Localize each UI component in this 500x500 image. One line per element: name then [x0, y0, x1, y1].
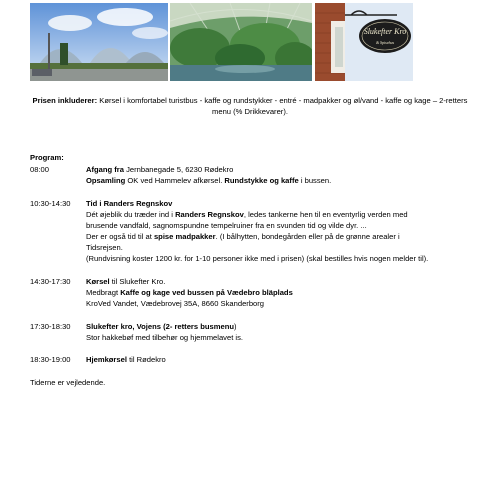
footer-note: Tiderne er vejledende.: [30, 378, 106, 387]
entry-bold: Kørsel: [86, 277, 110, 286]
sign-subtitle: & Spisehus: [375, 40, 395, 45]
entry-bold: Rundstykke og kaffe: [224, 176, 299, 185]
entry-text: i bussen.: [298, 176, 332, 185]
entry-bold: Opsamling: [86, 176, 126, 185]
entry-bold: Slukefter kro, Vojens (2- retters busmenu: [86, 322, 234, 331]
entry-text: til Rødekro: [126, 355, 166, 364]
tropical-forest-photo: [170, 3, 312, 81]
photo-strip: [30, 3, 413, 81]
entry-heading: Tid i Randers Regnskov: [86, 199, 173, 208]
entry-line: [86, 209, 476, 220]
entry-line: [86, 164, 476, 175]
entry-line: [86, 175, 476, 186]
entry-time: 14:30-17:30: [30, 277, 71, 286]
price-includes: [30, 95, 470, 117]
entry-text: Dét øjeblik du træder ind i: [86, 210, 176, 219]
entry-bold: Hjemkørsel: [86, 355, 127, 364]
entry-line: [86, 198, 476, 209]
program-title: Program:: [30, 153, 64, 162]
entry-bold: Kaffe og kage ved bussen på Vædebro bläplads: [120, 288, 293, 297]
entry-text: ): [233, 322, 237, 331]
inn-sign-photo: [315, 3, 413, 81]
greenhouse-domes-photo: [30, 3, 168, 81]
entry-bold: Afgang fra: [86, 165, 124, 174]
entry-time: 17:30-18:30: [30, 322, 71, 331]
entry-line: [86, 321, 476, 332]
entry-line: Tidsrejsen.: [86, 243, 123, 252]
entry-line: [86, 231, 476, 242]
includes-label: Prisen inkluderer:: [32, 96, 98, 105]
entry-text: OK ved Hammelev afkørsel.: [125, 176, 225, 185]
includes-text: Kørsel i komfortabel turistbus - kaffe og rundstykker - entré - madpakker og øl/vand - kaffe og kage – 2-retters menu (% Drikkevarer).: [99, 96, 468, 116]
entry-text: til Slukefter Kro.: [109, 277, 166, 286]
entry-text: . (I bålhytten, bondegården eller på de grønne arealer i: [215, 232, 400, 241]
entry-line: KroVed Vandet, Vædebrovej 35A, 8660 Skanderborg: [86, 299, 265, 308]
entry-bold: Randers Regnskov: [175, 210, 244, 219]
entry-text: Jernbanegade 5, 6230 Rødekro: [123, 165, 234, 174]
entry-time: 10:30-14:30: [30, 199, 71, 208]
entry-time: 18:30-19:00: [30, 355, 71, 364]
entry-line: brusende vandfald, sagnomspundne tempelruiner fra en svunden tid og vilde dyr. ...: [86, 221, 367, 230]
entry-text: Medbragt: [86, 288, 121, 297]
sign-title: Slukefter Kro: [363, 27, 407, 36]
entry-line: (Rundvisning koster 1200 kr. for 1-10 personer ikke med i prisen) (skal bestilles hvis nogen melder til).: [86, 254, 429, 263]
entry-line: Stor hakkebøf med tilbehør og hjemmelavet is.: [86, 333, 244, 342]
entry-text: Der er også tid til at: [86, 232, 154, 241]
entry-line: [86, 354, 476, 365]
entry-line: [86, 287, 476, 298]
entry-bold: spise madpakker: [153, 232, 216, 241]
entry-text: , ledes tankerne hen til en eventyrlig verden med: [243, 210, 408, 219]
entry-line: [86, 276, 476, 287]
entry-time: 08:00: [30, 165, 50, 174]
